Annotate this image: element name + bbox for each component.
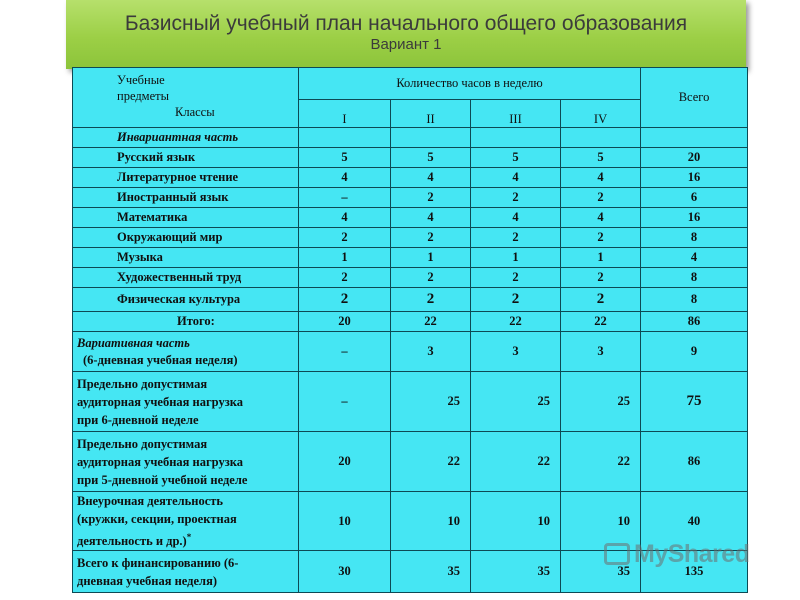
hours-cell: 10 bbox=[561, 492, 641, 551]
title-banner bbox=[66, 0, 746, 69]
table-row bbox=[73, 248, 748, 268]
hours-cell: 3 bbox=[471, 332, 561, 372]
header-subjects-classes bbox=[73, 68, 299, 128]
hours-cell: 2 bbox=[299, 228, 391, 248]
table-row bbox=[73, 208, 748, 228]
hours-cell: 25 bbox=[471, 372, 561, 432]
total-cell: 9 bbox=[641, 332, 748, 372]
total-cell: 8 bbox=[641, 288, 748, 312]
load6-label bbox=[73, 372, 299, 432]
extra-line1: Внеурочная деятельность bbox=[77, 494, 223, 508]
subject-name: Иностранный язык bbox=[73, 188, 299, 208]
hours-cell: 22 bbox=[561, 432, 641, 492]
table-row bbox=[73, 288, 748, 312]
curriculum-table bbox=[72, 67, 748, 593]
variative-label bbox=[73, 332, 299, 372]
hours-cell: 4 bbox=[471, 168, 561, 188]
load6-line1: Предельно допустимая bbox=[77, 376, 208, 391]
total-cell: 4 bbox=[641, 248, 748, 268]
table-row bbox=[73, 168, 748, 188]
hours-cell: 3 bbox=[391, 332, 471, 372]
subject-name: Художественный труд bbox=[73, 268, 299, 288]
hours-cell: 1 bbox=[299, 248, 391, 268]
extra-line3-text: деятельность и др.) bbox=[77, 534, 187, 549]
total-cell: 75 bbox=[641, 372, 748, 432]
load6-row bbox=[73, 372, 748, 432]
subject-name: Музыка bbox=[73, 248, 299, 268]
extra-footnote-mark: * bbox=[186, 532, 192, 542]
subject-name: Физическая культура bbox=[73, 288, 299, 312]
hours-cell: 2 bbox=[299, 288, 391, 312]
total-cell: 86 bbox=[641, 432, 748, 492]
hours-cell: 20 bbox=[299, 312, 391, 332]
variative-line2: (6-дневная учебная неделя) bbox=[83, 352, 238, 367]
load6-line2: аудиторная учебная нагрузка bbox=[77, 394, 244, 409]
load5-row bbox=[73, 432, 748, 492]
funding-line2: дневная учебная неделя) bbox=[77, 573, 217, 588]
presentation-icon bbox=[604, 543, 630, 565]
hours-cell: 4 bbox=[299, 208, 391, 228]
load5-label bbox=[73, 432, 299, 492]
total-cell: 135 bbox=[641, 551, 748, 593]
hours-cell: 2 bbox=[561, 188, 641, 208]
watermark-text: MyShared bbox=[634, 540, 750, 568]
hours-cell: 22 bbox=[561, 312, 641, 332]
hours-cell: 4 bbox=[391, 208, 471, 228]
hours-cell: 25 bbox=[391, 372, 471, 432]
watermark bbox=[604, 540, 749, 569]
hours-cell: 5 bbox=[299, 148, 391, 168]
total-cell: 20 bbox=[641, 148, 748, 168]
header-classes: Классы bbox=[175, 105, 215, 119]
total-cell: 8 bbox=[641, 228, 748, 248]
header-hours-per-week: Количество часов в неделю bbox=[299, 68, 641, 100]
hours-cell: 2 bbox=[299, 268, 391, 288]
subject-name: Окружающий мир bbox=[73, 228, 299, 248]
load5-line2: аудиторная учебная нагрузка bbox=[77, 454, 244, 469]
hours-cell: 10 bbox=[299, 492, 391, 551]
load6-line3: при 6-дневной неделе bbox=[77, 412, 199, 427]
hours-cell: 2 bbox=[391, 268, 471, 288]
hours-cell: 5 bbox=[561, 148, 641, 168]
header-subjects-line1: Учебные bbox=[117, 73, 165, 87]
hours-cell: 2 bbox=[471, 228, 561, 248]
hours-cell: 2 bbox=[561, 288, 641, 312]
total-cell: 86 bbox=[641, 312, 748, 332]
hours-cell: – bbox=[299, 188, 391, 208]
hours-cell: 10 bbox=[471, 492, 561, 551]
hours-cell: 1 bbox=[391, 248, 471, 268]
total-cell: 40 bbox=[641, 492, 748, 551]
load5-line3: при 5-дневной учебной неделе bbox=[77, 472, 248, 487]
hours-cell: 2 bbox=[391, 188, 471, 208]
hours-cell: 22 bbox=[471, 432, 561, 492]
header-grade: I bbox=[299, 100, 391, 128]
hours-cell: 35 bbox=[391, 551, 471, 593]
hours-cell: 2 bbox=[471, 288, 561, 312]
hours-cell: 30 bbox=[299, 551, 391, 593]
hours-cell: 10 bbox=[391, 492, 471, 551]
page-subtitle: Вариант 1 bbox=[370, 36, 442, 53]
funding-label bbox=[73, 551, 299, 593]
hours-cell: 2 bbox=[391, 288, 471, 312]
header-subjects-line2: предметы bbox=[117, 89, 170, 103]
hours-cell: – bbox=[299, 372, 391, 432]
hours-cell: 2 bbox=[471, 268, 561, 288]
total-cell: 16 bbox=[641, 168, 748, 188]
hours-cell: 5 bbox=[391, 148, 471, 168]
hours-cell: 4 bbox=[391, 168, 471, 188]
hours-cell: 4 bbox=[299, 168, 391, 188]
hours-cell: 25 bbox=[561, 372, 641, 432]
header-total: Всего bbox=[641, 68, 748, 128]
itogo-label: Итого: bbox=[73, 312, 299, 332]
hours-cell: – bbox=[299, 332, 391, 372]
subject-name: Русский язык bbox=[73, 148, 299, 168]
hours-cell: 4 bbox=[561, 168, 641, 188]
total-cell: 16 bbox=[641, 208, 748, 228]
total-cell: 8 bbox=[641, 268, 748, 288]
hours-cell: 1 bbox=[561, 248, 641, 268]
hours-cell: 5 bbox=[471, 148, 561, 168]
variative-line1: Вариативная часть bbox=[77, 335, 190, 350]
hours-cell: 2 bbox=[391, 228, 471, 248]
table-row bbox=[73, 268, 748, 288]
table-row bbox=[73, 228, 748, 248]
invariant-label: Инвариантная часть bbox=[73, 128, 299, 148]
hours-cell: 1 bbox=[471, 248, 561, 268]
hours-cell: 3 bbox=[561, 332, 641, 372]
extra-line3 bbox=[77, 528, 294, 550]
hours-cell: 4 bbox=[471, 208, 561, 228]
subject-name: Литературное чтение bbox=[73, 168, 299, 188]
hours-cell: 35 bbox=[561, 551, 641, 593]
subject-name: Математика bbox=[73, 208, 299, 228]
funding-line1: Всего к финансированию (6- bbox=[77, 555, 239, 570]
hours-cell: 4 bbox=[561, 208, 641, 228]
header-grade: IV bbox=[561, 100, 641, 128]
extra-label bbox=[73, 492, 299, 551]
itogo-row bbox=[73, 312, 748, 332]
total-cell: 6 bbox=[641, 188, 748, 208]
page-title: Базисный учебный план начального общего образования bbox=[124, 12, 688, 35]
load5-line1: Предельно допустимая bbox=[77, 436, 208, 451]
hours-cell: 22 bbox=[391, 432, 471, 492]
table-row bbox=[73, 188, 748, 208]
hours-cell: 35 bbox=[471, 551, 561, 593]
hours-cell: 2 bbox=[561, 268, 641, 288]
table-row bbox=[73, 148, 748, 168]
hours-cell: 22 bbox=[391, 312, 471, 332]
header-grade: III bbox=[471, 100, 561, 128]
header-grade: II bbox=[391, 100, 471, 128]
hours-cell: 22 bbox=[471, 312, 561, 332]
hours-cell: 20 bbox=[299, 432, 391, 492]
extra-line2: (кружки, секции, проектная bbox=[77, 512, 237, 526]
hours-cell: 2 bbox=[471, 188, 561, 208]
hours-cell: 2 bbox=[561, 228, 641, 248]
variative-row bbox=[73, 332, 748, 372]
